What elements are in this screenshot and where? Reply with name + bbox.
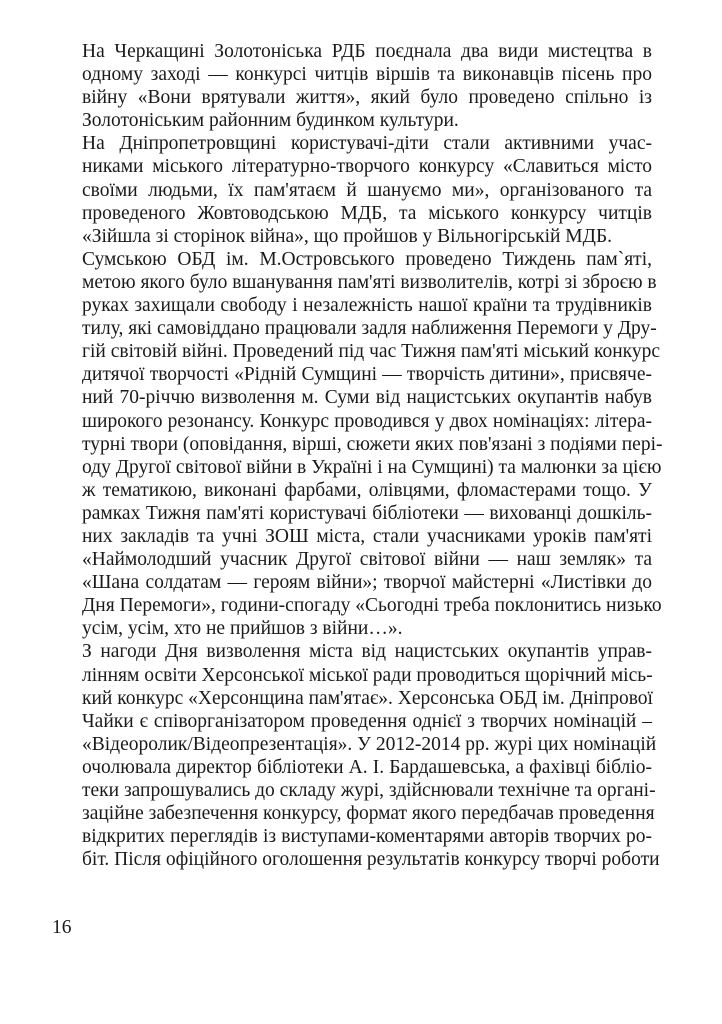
text-line: очолювала директор бібліотеки А. І. Бардашевська, а фахівці бібліо- [82, 756, 652, 778]
text-line: проведеного Жовтоводською МДБ, та міського конкурсу читців [82, 202, 652, 224]
text-line: Сумською ОБД ім. М.Островського проведено Тиждень пам`яті, [82, 248, 652, 270]
text-line: заційне забезпечення конкурсу, формат якого передбачав проведення [82, 803, 655, 825]
text-line: На Черкащині Золотоніська РДБ поєднала два види мистецтва в [82, 41, 652, 62]
paragraph-dnipropetrovsk [52, 132, 652, 247]
text-line: відкритих переглядів із виступами-коментарями авторів творчих ро- [82, 826, 652, 848]
text-line: одному заході — конкурсі читців віршів та виконавців пісень про [82, 64, 652, 86]
text-line: «Наймолодший учасник Другої світової війни — наш земляк» та [82, 549, 652, 571]
text-line: теки запрошувались до складу журі, здійснювали технічне та органі- [82, 780, 656, 801]
text-line: На Дніпропетровщині користувачі-діти стали активними учас- [82, 133, 652, 155]
text-line: них закладів та учні ЗОШ міста, стали учасниками уроків пам'яті [82, 525, 652, 547]
paragraph-kherson [52, 640, 660, 871]
text-line: усім, усім, хто не прийшов з війни…». [82, 618, 403, 640]
paragraph-sumy [52, 248, 663, 641]
paragraph-cherkasy [52, 40, 652, 132]
text-line: Дня Перемоги», години-спогаду «Сьогодні треба поклонитись низько [82, 595, 662, 617]
text-line: широкого резонансу. Конкурс проводився у двох номінаціях: літера- [82, 410, 652, 432]
text-line: своїми людьми, їх пам'ятаєм й шануємо ми», організованого та [82, 179, 652, 201]
text-line: ний 70-річчю визволення м. Суми від нацистських окупантів набув [82, 387, 652, 409]
text-line: «Відеоролик/Відеопрезентація». У 2012-2014 рр. журі цих номінацій [82, 733, 657, 755]
text-line: «Зійшла зі сторінок війна», що пройшов у Вільногірській МДБ. [82, 225, 613, 247]
text-line: никами міського літературно-творчого конкурсу «Славиться місто [82, 156, 652, 178]
text-line: кий конкурс «Херсонщина пам'ятає». Херсонська ОБД ім. Дніпрової [82, 687, 653, 709]
text-line: тилу, які самовіддано працювали задля наближення Перемоги у Дру- [82, 318, 657, 340]
text-line: оду Другої світової війни в Україні і на Сумщині) та малюнки за цією [82, 456, 662, 478]
text-line: війну «Вони врятували життя», який було проведено спільно із [82, 87, 652, 109]
text-line: біт. Після офіційного оголошення результатів конкурсу творчі роботи [82, 849, 660, 871]
text-line: гій світовій війні. Проведений під час Тижня пам'яті міський конкурс [82, 341, 660, 363]
text-line: рамках Тижня пам'яті користувачі бібліотеки — вихованці дошкіль- [82, 502, 652, 524]
text-line: З нагоди Дня визволення міста від нацистських окупантів управ- [82, 641, 652, 663]
text-line: руках захищали свободу і незалежність нашої країни та трудівників [82, 295, 652, 317]
text-line: турні твори (оповідання, вірші, сюжети яких пов'язані з подіями пері- [82, 433, 663, 455]
text-line: Золотоніським районним будинком культури. [82, 110, 459, 132]
text-line: метою якого було вшанування пам'яті визволителів, котрі зі зброєю в [82, 271, 657, 293]
text-line: дитячої творчості «Рідній Сумщині — творчість дитини», присвяче- [82, 364, 652, 386]
text-line: «Шана солдатам — героям війни»; творчої майстерні «Листівки до [82, 572, 652, 594]
text-line: ж тематикою, виконані фарбами, олівцями, фломастерами тощо. У [82, 479, 652, 501]
text-line: лінням освіти Херсонської міської ради проводиться щорічний місь- [82, 664, 653, 686]
text-line: Чайки є співорганізатором проведення однієї з творчих номінацій – [82, 710, 652, 732]
page-number: 16 [52, 917, 72, 938]
document-body [52, 40, 663, 871]
